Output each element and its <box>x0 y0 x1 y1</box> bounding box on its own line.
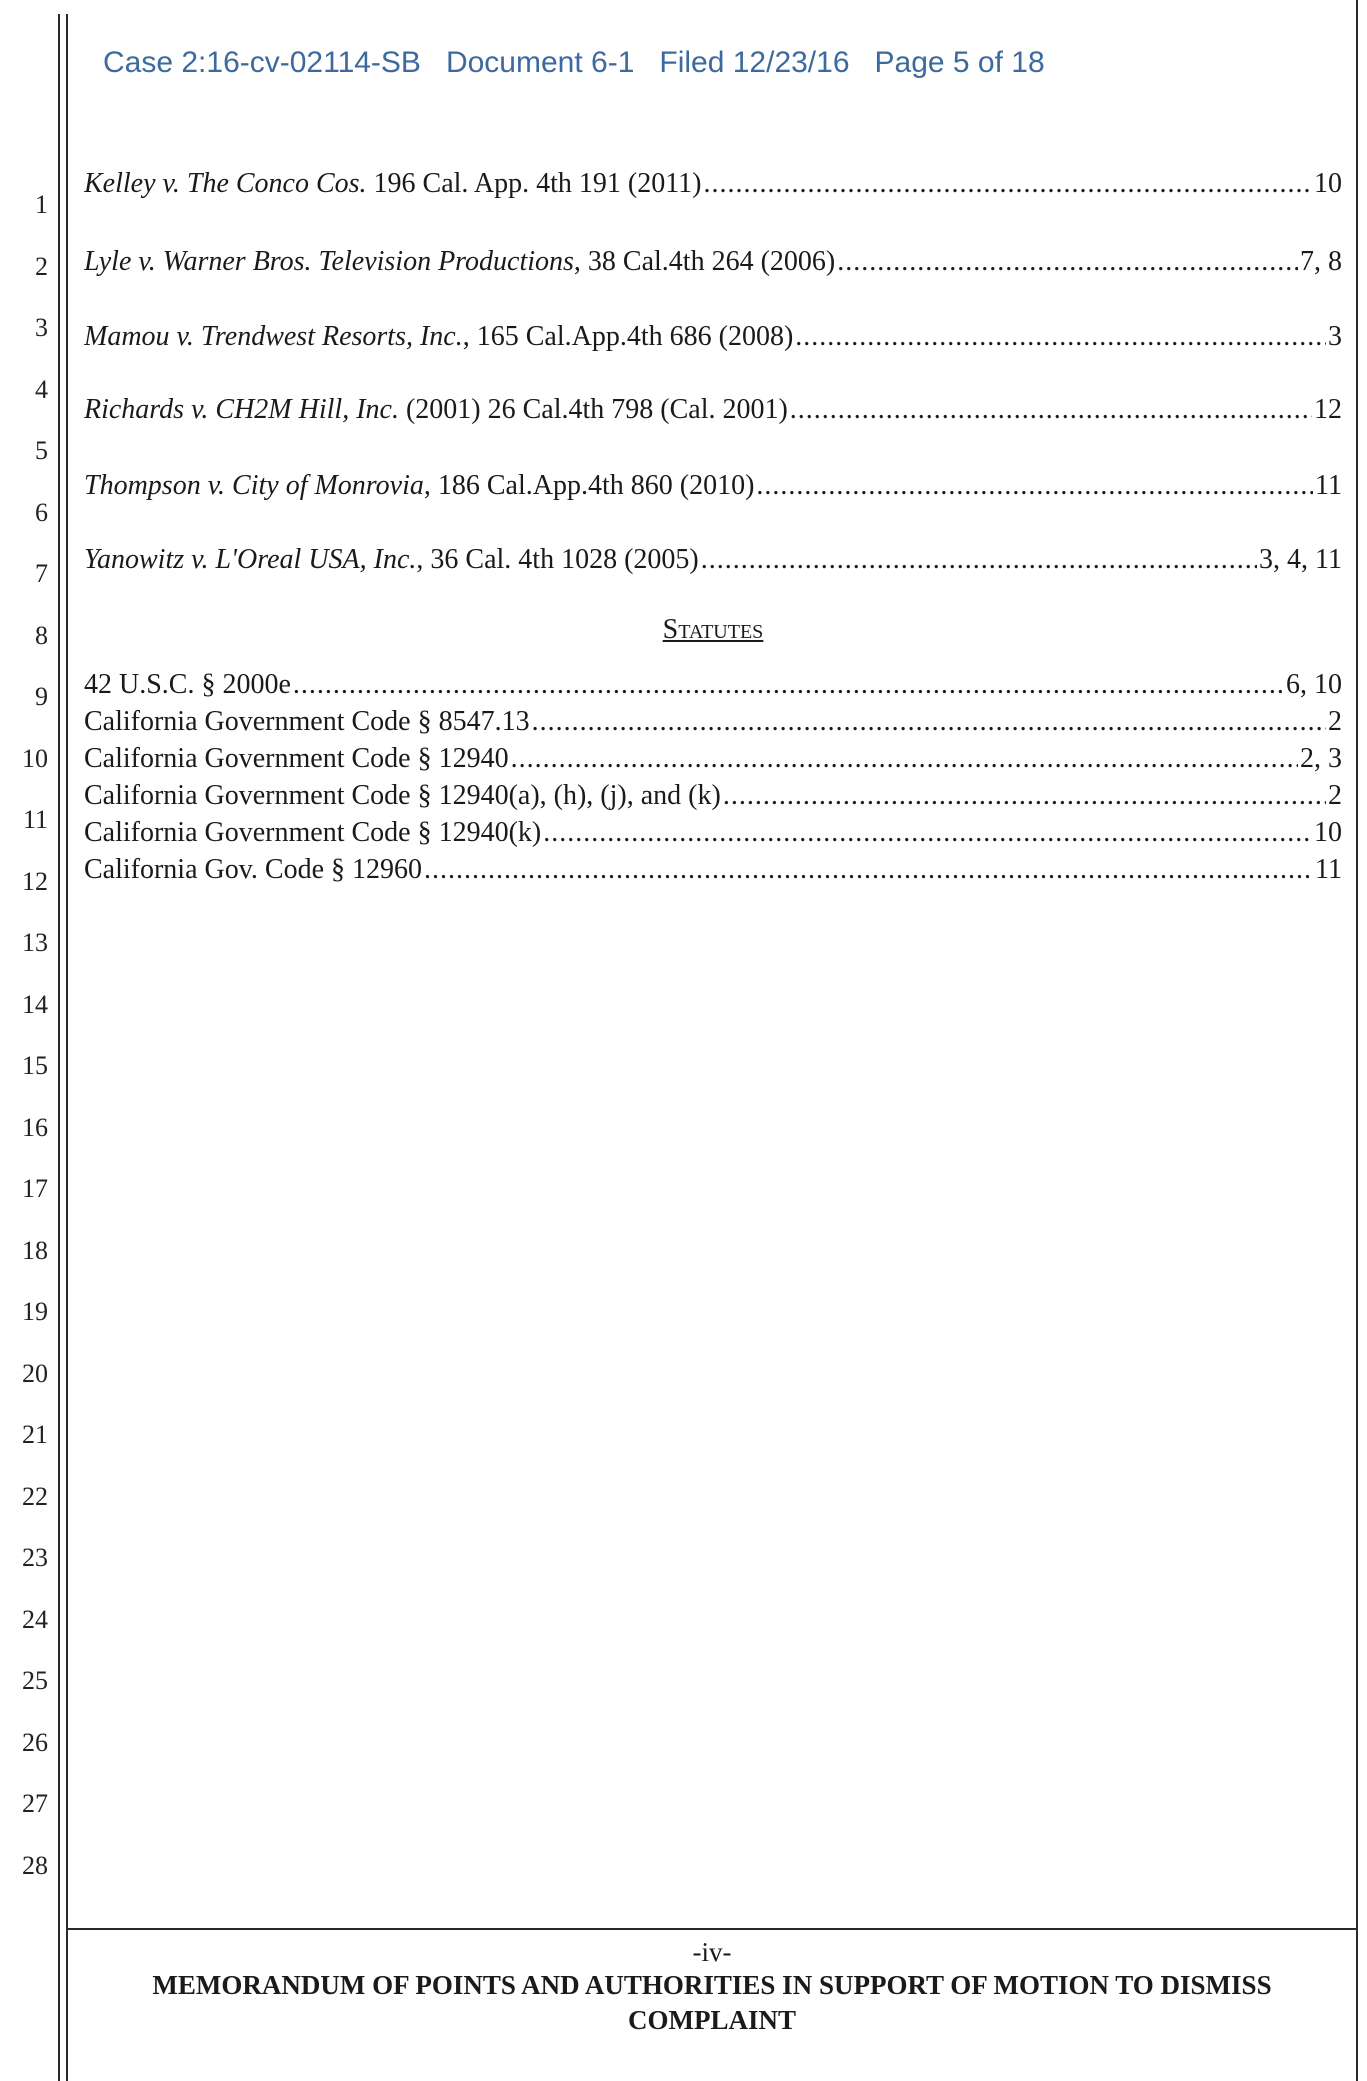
page-references: 6, 10 <box>1286 669 1342 700</box>
case-reporter: , 38 Cal.4th 264 (2006) <box>573 246 836 277</box>
case-entry <box>84 544 1342 576</box>
footer-title-line-1: MEMORANDUM OF POINTS AND AUTHORITIES IN SUPPORT OF MOTION TO DISMISS <box>152 1970 1272 2000</box>
line-number: 12 <box>22 867 48 896</box>
dot-leader <box>424 854 1313 886</box>
line-number: 19 <box>22 1297 48 1326</box>
case-entry <box>84 394 1342 426</box>
case-citation <box>84 321 793 353</box>
dot-leader <box>532 706 1326 738</box>
line-number: 18 <box>22 1236 48 1265</box>
statute-entry <box>84 780 1342 812</box>
case-entry <box>84 321 1342 353</box>
footer-document-title <box>80 1968 1344 2038</box>
case-entry <box>84 168 1342 200</box>
dot-leader <box>293 669 1284 701</box>
statutes-heading: Statutes <box>662 614 764 645</box>
statute-citation: California Government Code § 12940(k) <box>84 817 542 848</box>
page-references: 10 <box>1314 817 1342 848</box>
line-number: 16 <box>22 1113 48 1142</box>
line-number: 15 <box>22 1051 48 1080</box>
page-references: 2 <box>1328 706 1342 737</box>
line-number: 24 <box>22 1605 48 1634</box>
case-name: Mamou v. Trendwest Resorts, Inc. <box>84 321 463 352</box>
line-number: 27 <box>22 1789 48 1818</box>
dot-leader <box>790 394 1312 426</box>
case-name: Lyle v. Warner Bros. Television Productions <box>84 246 574 277</box>
footer-title-line-2: COMPLAINT <box>628 2005 796 2035</box>
statute-citation: 42 U.S.C. § 2000e <box>84 669 291 700</box>
page-references: 11 <box>1315 854 1342 885</box>
page-references: 10 <box>1314 168 1342 199</box>
case-header: Case 2:16-cv-02114-SB Document 6-1 Filed 12/23/16 Page 5 of 18 <box>103 46 1045 79</box>
page-references: 2, 3 <box>1300 743 1342 774</box>
dot-leader <box>543 817 1312 849</box>
line-number: 14 <box>22 990 48 1019</box>
page-references: 11 <box>1315 470 1342 501</box>
page-references: 2 <box>1328 780 1342 811</box>
case-reporter: , 165 Cal.App.4th 686 (2008) <box>462 321 794 352</box>
case-citation <box>84 394 788 426</box>
line-number: 21 <box>22 1420 48 1449</box>
statute-citation: California Government Code § 8547.13 <box>84 706 530 737</box>
left-margin-rule-inner <box>66 14 68 2081</box>
case-name: Thompson v. City of Monrovia <box>84 470 424 501</box>
statute-citation: California Gov. Code § 12960 <box>84 854 423 885</box>
line-number: 25 <box>22 1666 48 1695</box>
line-number: 11 <box>22 805 48 834</box>
statute-citation: California Government Code § 12940 <box>84 743 509 774</box>
dot-leader <box>723 780 1326 812</box>
left-margin-rule-outer <box>58 14 60 2081</box>
case-citation <box>84 470 754 502</box>
case-reporter: , 36 Cal. 4th 1028 (2005) <box>416 544 699 575</box>
dot-leader <box>837 246 1298 278</box>
pleading-line-numbers <box>0 0 56 2081</box>
case-entry <box>84 246 1342 278</box>
line-number: 20 <box>22 1359 48 1388</box>
line-number: 2 <box>35 252 48 281</box>
page-references: 12 <box>1314 394 1342 425</box>
right-margin-rule <box>1356 0 1358 2081</box>
line-number: 26 <box>22 1728 48 1757</box>
case-citation <box>84 246 835 278</box>
line-number: 23 <box>22 1543 48 1572</box>
dot-leader <box>756 470 1313 502</box>
case-entry <box>84 470 1342 502</box>
line-number: 28 <box>22 1851 48 1880</box>
case-name: Richards v. CH2M Hill, Inc. <box>84 394 399 425</box>
statute-entry <box>84 854 1342 886</box>
page-references: 3 <box>1328 321 1342 352</box>
line-number: 4 <box>35 375 48 404</box>
dot-leader <box>704 168 1313 200</box>
line-number: 3 <box>35 313 48 342</box>
statute-entry <box>84 743 1342 775</box>
case-citation <box>84 544 699 576</box>
case-citation <box>84 168 702 200</box>
statute-entry <box>84 817 1342 849</box>
page-references: 7, 8 <box>1300 246 1342 277</box>
line-number: 7 <box>35 559 48 588</box>
line-number: 8 <box>35 621 48 650</box>
page-references: 3, 4, 11 <box>1259 544 1342 575</box>
line-number: 1 <box>35 190 48 219</box>
line-number: 10 <box>22 744 48 773</box>
case-reporter: 196 Cal. App. 4th 191 (2011) <box>366 168 702 199</box>
case-reporter: (2001) 26 Cal.4th 798 (Cal. 2001) <box>398 394 788 425</box>
line-number: 22 <box>22 1482 48 1511</box>
statute-citation: California Government Code § 12940(a), (h), (j), and (k) <box>84 780 721 811</box>
dot-leader <box>701 544 1257 576</box>
case-name: Kelley v. The Conco Cos. <box>84 168 367 199</box>
case-reporter: , 186 Cal.App.4th 860 (2010) <box>423 470 755 501</box>
statute-entry <box>84 669 1342 701</box>
line-number: 9 <box>35 682 48 711</box>
dot-leader <box>795 321 1326 353</box>
line-number: 6 <box>35 498 48 527</box>
line-number: 17 <box>22 1174 48 1203</box>
line-number: 5 <box>35 436 48 465</box>
line-number: 13 <box>22 928 48 957</box>
statute-entry <box>84 706 1342 738</box>
footer-divider <box>68 1928 1356 1930</box>
case-name: Yanowitz v. L'Oreal USA, Inc. <box>84 544 417 575</box>
dot-leader <box>511 743 1298 775</box>
footer-page-number: -iv- <box>692 1937 732 1967</box>
